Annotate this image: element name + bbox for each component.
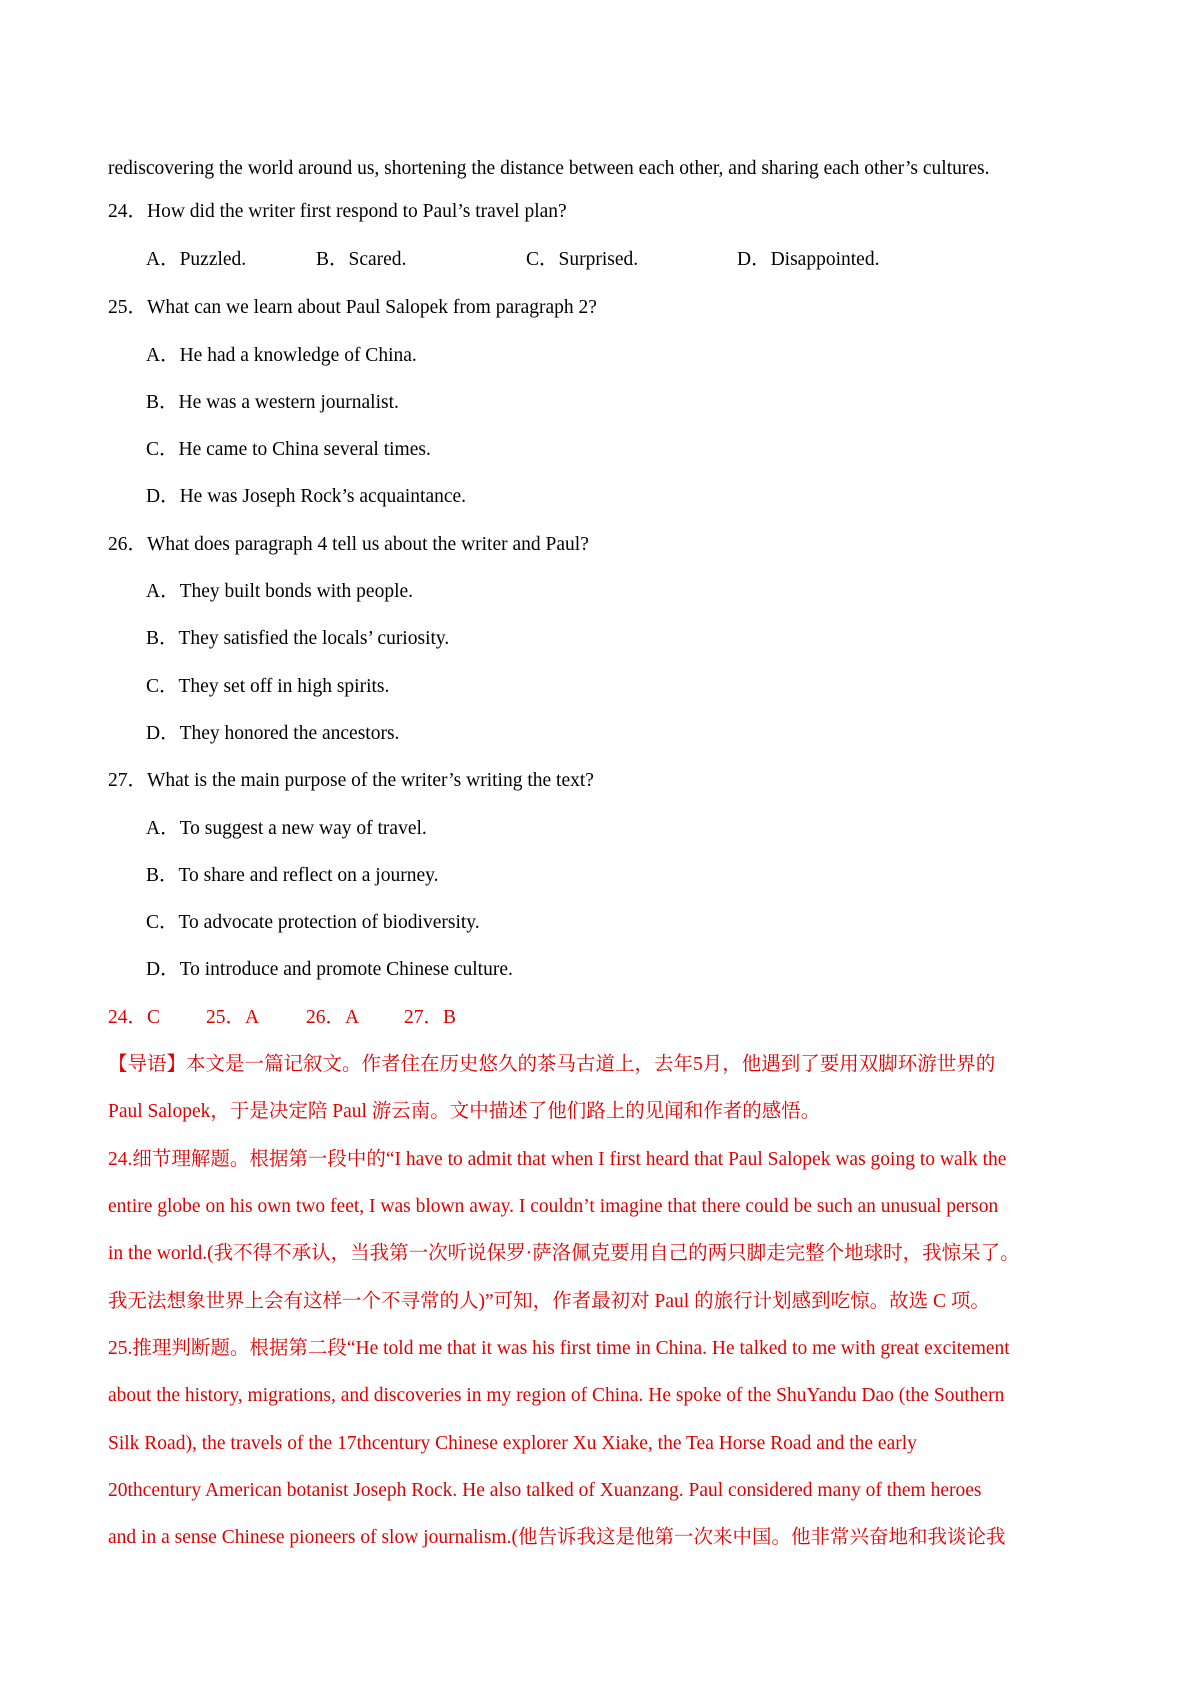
passage-end-text: rediscovering the world around us, shortening the distance between each other, and sharing each other’s cultures.: [108, 158, 990, 179]
question-27-option-d: D．To introduce and promote Chinese culture.: [146, 959, 513, 980]
question-26-option-b: B．They satisfied the locals’ curiosity.: [146, 628, 450, 649]
explanation-line-5: in the world.(我不得不承认，当我第一次听说保罗·萨洛佩克要用自己的两只脚走完整个地球时，我惊呆了。: [108, 1243, 1020, 1264]
question-25-stem: 25．What can we learn about Paul Salopek from paragraph 2?: [108, 297, 597, 318]
question-27-stem: 27．What is the main purpose of the writer’s writing the text?: [108, 770, 594, 791]
question-24-option-d: D．Disappointed.: [737, 249, 880, 270]
explanation-line-3: 24.细节理解题。根据第一段中的“I have to admit that when I first heard that Paul Salopek was going to walk the: [108, 1149, 1007, 1170]
question-26-stem: 26．What does paragraph 4 tell us about the writer and Paul?: [108, 534, 589, 555]
question-27-option-c: C．To advocate protection of biodiversity.: [146, 912, 480, 933]
question-24-option-a: A．Puzzled.: [146, 249, 247, 270]
answer-key: [108, 1006, 1108, 1030]
explanation-line-4: entire globe on his own two feet, I was blown away. I couldn’t imagine that there could be such an unusual person: [108, 1196, 999, 1217]
explanation-line-10: 20thcentury American botanist Joseph Rock. He also talked of Xuanzang. Paul considered many of them heroes: [108, 1480, 982, 1501]
question-24-options: [0, 248, 1191, 272]
question-27-option-b: B．To share and reflect on a journey.: [146, 865, 439, 886]
question-26-option-d: D．They honored the ancestors.: [146, 723, 400, 744]
answer-26: 26．A: [306, 1007, 360, 1028]
explanation-line-8: about the history, migrations, and discoveries in my region of China. He spoke of the ShuYandu Dao (the Southern: [108, 1385, 1005, 1406]
explanation-line-6: 我无法想象世界上会有这样一个不寻常的人)”可知，作者最初对 Paul 的旅行计划感到吃惊。故选 C 项。: [108, 1291, 990, 1312]
question-25-option-a: A．He had a knowledge of China.: [146, 345, 417, 366]
question-24-stem: 24．How did the writer first respond to Paul’s travel plan?: [108, 201, 567, 222]
explanation-line-11: and in a sense Chinese pioneers of slow journalism.(他告诉我这是他第一次来中国。他非常兴奋地和我谈论我: [108, 1527, 1006, 1548]
answer-27: 27．B: [404, 1007, 457, 1028]
question-24-option-b: B．Scared.: [316, 249, 407, 270]
question-27-option-a: A．To suggest a new way of travel.: [146, 818, 427, 839]
explanation-line-9: Silk Road), the travels of the 17thcentury Chinese explorer Xu Xiake, the Tea Horse Road and the early: [108, 1433, 917, 1454]
question-26-option-c: C．They set off in high spirits.: [146, 676, 390, 697]
answer-24: 24．C: [108, 1007, 161, 1028]
answer-25: 25．A: [206, 1007, 260, 1028]
explanation-line-2: Paul Salopek，于是决定陪 Paul 游云南。文中描述了他们路上的见闻和作者的感悟。: [108, 1101, 821, 1122]
question-26-option-a: A．They built bonds with people.: [146, 581, 414, 602]
question-25-option-c: C．He came to China several times.: [146, 439, 431, 460]
question-24-option-c: C．Surprised.: [526, 249, 639, 270]
explanation-line-7: 25.推理判断题。根据第二段“He told me that it was his first time in China. He talked to me with great excitement: [108, 1338, 1010, 1359]
explanation-line-1: 【导语】本文是一篇记叙文。作者住在历史悠久的茶马古道上，去年5月，他遇到了要用双脚环游世界的: [108, 1054, 996, 1075]
question-25-option-b: B．He was a western journalist.: [146, 392, 399, 413]
question-25-option-d: D．He was Joseph Rock’s acquaintance.: [146, 486, 467, 507]
